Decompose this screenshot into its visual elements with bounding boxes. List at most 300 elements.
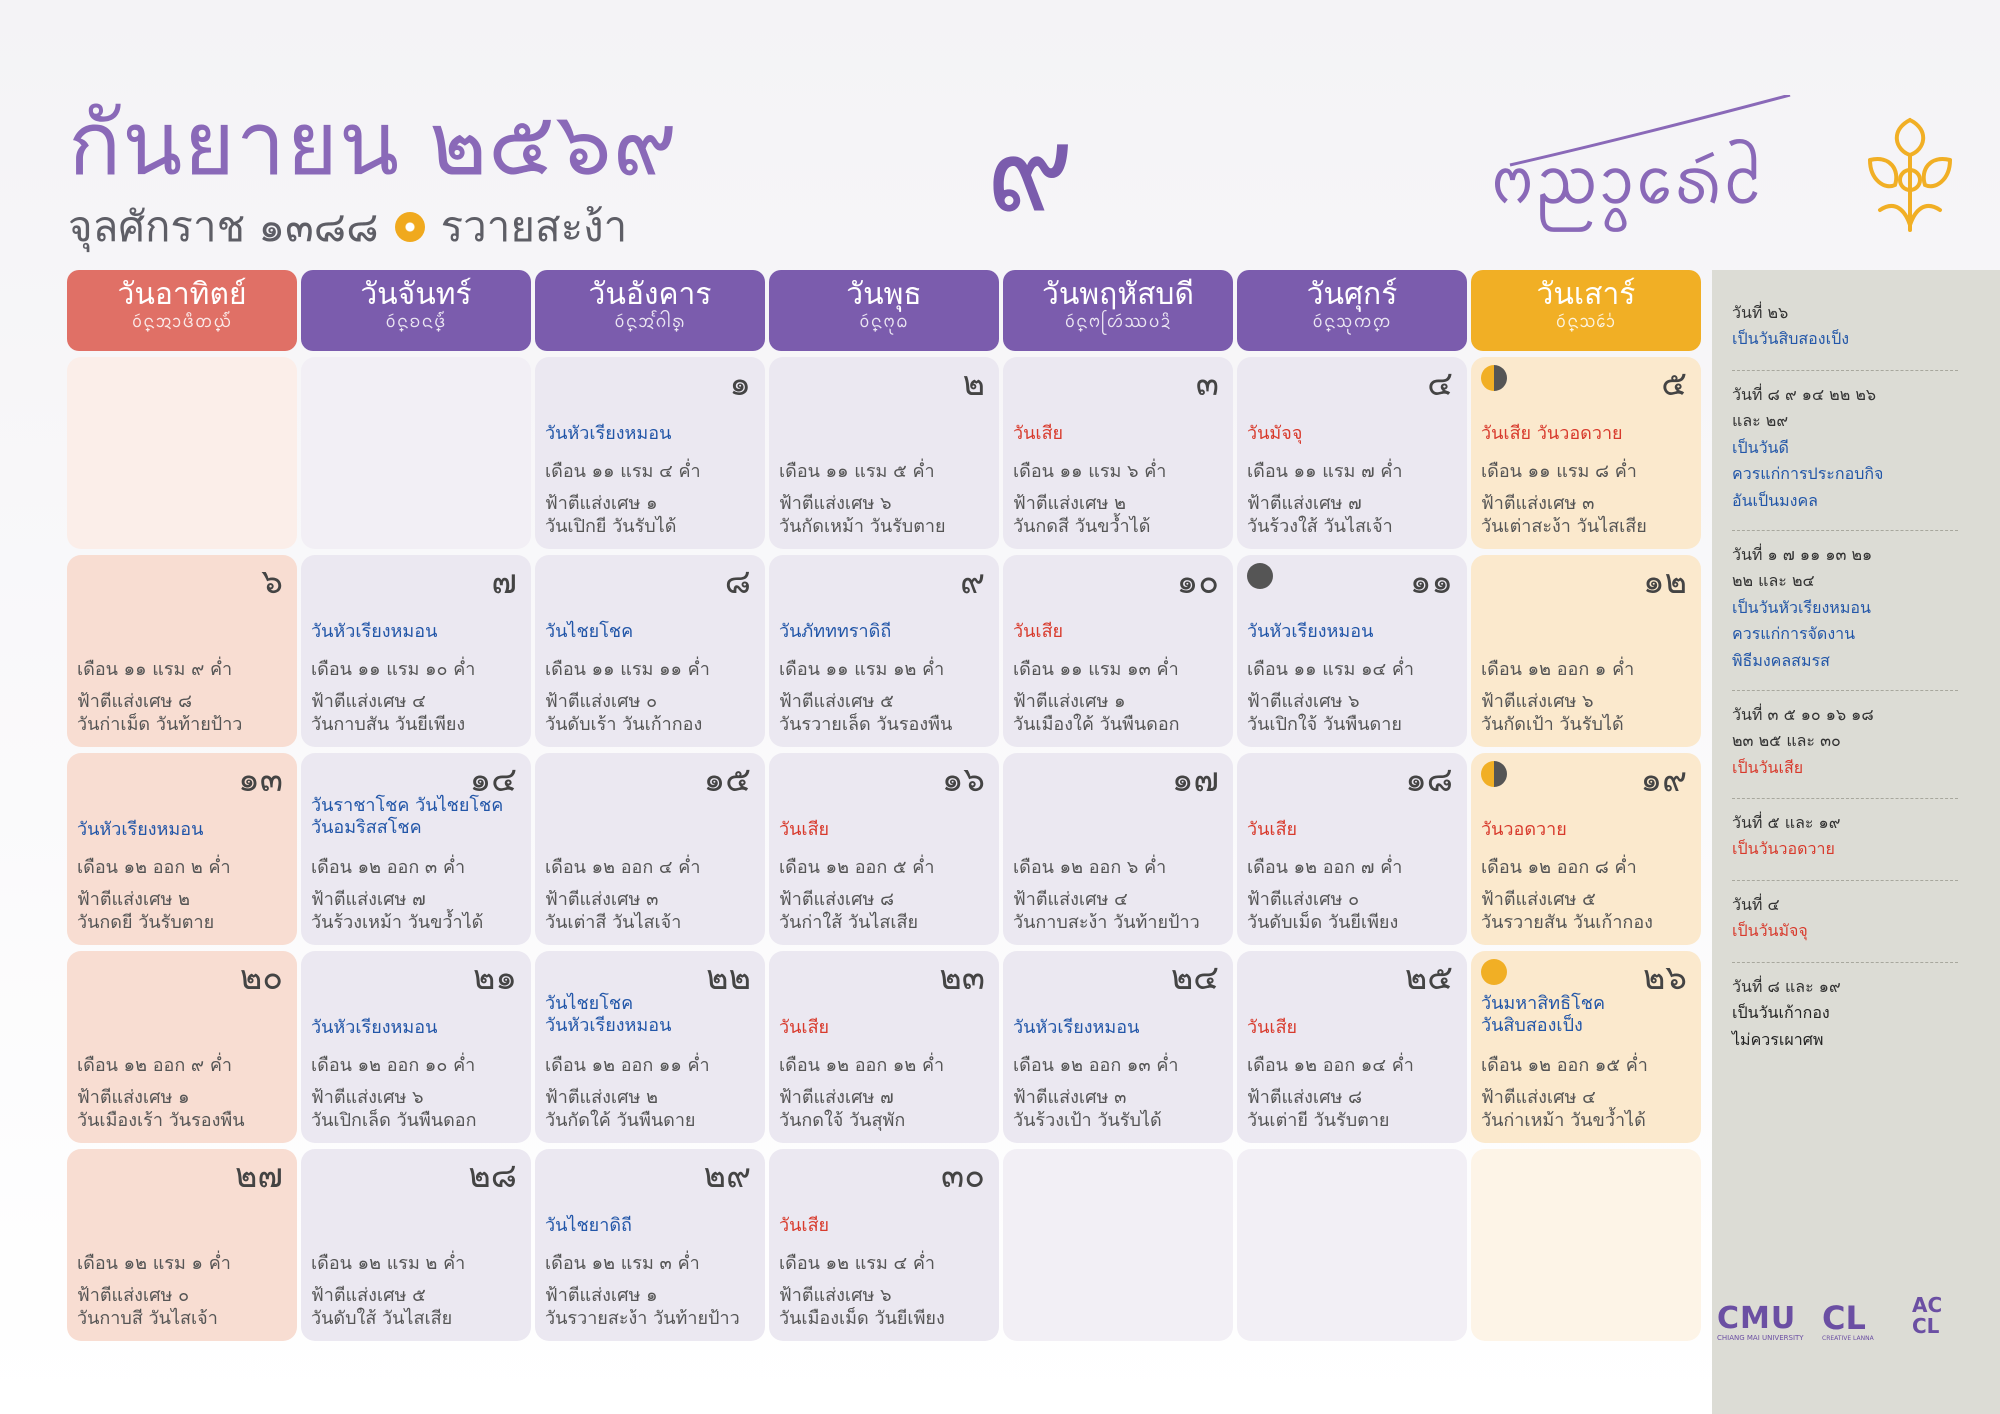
day-tag: วันหัวเรียงหมอน [1247, 621, 1374, 642]
day-number: ๒ [962, 364, 985, 404]
day-cell [535, 357, 765, 549]
empty-day-cell [1471, 1149, 1701, 1341]
day-detail-line: ฟ้าตีแส่งเศษ ๓ [545, 889, 659, 910]
day-tags [545, 423, 760, 445]
legend-note-text: ควรแก่การจัดงาน [1732, 624, 1856, 644]
day-tag: วันไชยาดิถี [545, 1215, 632, 1236]
lunar-date: เดือน ๑๑ แรม ๗ ค่ำ [1247, 461, 1403, 482]
cmu-logo: CMU CHIANG MAI UNIVERSITY [1717, 1301, 1804, 1342]
day-detail-line: ฟ้าตีแส่งเศษ ๖ [311, 1087, 424, 1108]
note-divider [1732, 880, 1958, 881]
day-details [779, 691, 952, 736]
day-details [1013, 691, 1180, 736]
legend-note-text: อันเป็นมงคล [1732, 490, 1818, 510]
day-tag: วันไชยโชค [545, 993, 634, 1014]
lunar-date: เดือน ๑๒ ออก ๘ ค่ำ [1481, 857, 1637, 878]
lunar-date: เดือน ๑๒ แรม ๔ ค่ำ [779, 1253, 936, 1274]
day-number: ๒๕ [1404, 958, 1453, 998]
day-detail-line: ฟ้าตีแส่งเศษ ๕ [779, 691, 894, 712]
lunar-date: เดือน ๑๑ แรม ๙ ค่ำ [77, 659, 233, 680]
day-tag: วันเสีย [1247, 819, 1298, 840]
legend-note [1732, 810, 1962, 863]
lunar-date: เดือน ๑๒ แรม ๑ ค่ำ [77, 1253, 231, 1274]
day-tags [77, 819, 292, 841]
lunar-date: เดือน ๑๑ แรม ๘ ค่ำ [1481, 461, 1637, 482]
day-detail-line: ฟ้าตีแส่งเศษ ๗ [311, 889, 426, 910]
day-cell [1237, 357, 1467, 549]
day-tags [1013, 621, 1228, 643]
day-number: ๒๒ [706, 958, 751, 998]
weekday-lanna-name: ᩅᩢ᩠ᨶᩋᩣᨴᩥᨲ᩠ᨿ᩼ [131, 312, 233, 332]
day-detail-line: ฟ้าตีแส่งเศษ ๑ [77, 1087, 190, 1108]
day-tags [311, 795, 526, 839]
day-number: ๔ [1427, 364, 1453, 404]
weekday-header-4 [1003, 270, 1233, 351]
lanna-month-name: ᨻᨬᩣ᩠ᩅᩁᩮᩢᩲ [1490, 145, 1763, 219]
day-details [545, 889, 681, 934]
day-detail-line: วันกาบสะง้า วันท้ายป้าว [1013, 911, 1200, 933]
day-details [1247, 691, 1402, 736]
moon-phase-quarter-icon [1481, 761, 1507, 787]
day-detail-line: ฟ้าตีแส่งเศษ ๔ [311, 691, 426, 712]
day-detail-line: วันเต่าสี วันไสเจ้า [545, 911, 682, 933]
lunar-date: เดือน ๑๑ แรม ๔ ค่ำ [545, 461, 701, 482]
day-cell [301, 1149, 531, 1341]
day-cell [769, 555, 999, 747]
day-tag: วันหัวเรียงหมอน [545, 1014, 672, 1036]
day-detail-line: ฟ้าตีแส่งเศษ ๕ [311, 1285, 426, 1306]
day-detail-line: ฟ้าตีแส่งเศษ ๔ [1481, 1087, 1596, 1108]
day-detail-line: ฟ้าตีแส่งเศษ ๐ [77, 1285, 190, 1306]
day-detail-line: ฟ้าตีแส่งเศษ ๔ [1013, 889, 1128, 910]
legend-note-text: พิธีมงคลสมรส [1732, 650, 1830, 670]
day-detail-line: ฟ้าตีแส่งเศษ ๖ [779, 1285, 892, 1306]
day-detail-line: วันเปิกเล็ด วันพืนดอก [311, 1109, 477, 1131]
empty-day-cell [1003, 1149, 1233, 1341]
day-tags [1247, 621, 1462, 643]
day-detail-line: วันรวายเล็ด วันรองพืน [779, 713, 953, 735]
day-number: ๒๗ [235, 1156, 283, 1196]
lunar-date: เดือน ๑๒ แรม ๒ ค่ำ [311, 1253, 466, 1274]
day-tags [1481, 819, 1696, 841]
day-cell [67, 555, 297, 747]
day-details [1481, 889, 1653, 934]
legend-note-text: เป็นวันมัจจุ [1732, 921, 1808, 941]
day-detail-line: วันเต่ายี วันรับตาย [1247, 1109, 1390, 1131]
weekday-header-0 [67, 270, 297, 351]
day-detail-line: ฟ้าตีแส่งเศษ ๘ [77, 691, 192, 712]
weekday-name: วันพฤหัสบดี [1042, 277, 1194, 312]
day-detail-line: ฟ้าตีแส่งเศษ ๐ [1247, 889, 1360, 910]
lunar-date: เดือน ๑๒ ออก ๑๔ ค่ำ [1247, 1055, 1414, 1076]
day-cell [1471, 357, 1701, 549]
day-tag: วันสิบสองเป็ง [1481, 1014, 1583, 1036]
day-detail-line: วันดับเร้า วันเก้ากอง [545, 713, 703, 735]
day-detail-line: วันเต่าสะง้า วันไสเสีย [1481, 515, 1647, 537]
day-detail-line: วันก่าใส้ วันไสเสีย [779, 911, 919, 933]
weekday-header-2 [535, 270, 765, 351]
lunar-date: เดือน ๑๒ ออก ๙ ค่ำ [77, 1055, 232, 1076]
day-detail-line: วันเปิกใจ้ วันพืนดาย [1247, 713, 1402, 735]
day-number: ๑ [729, 364, 751, 404]
month-number: ๙ [986, 100, 1074, 239]
note-divider [1732, 530, 1958, 531]
legend-note-dates: วันที่ ๔ [1732, 895, 1780, 914]
day-tag: วันหัวเรียงหมอน [1013, 1017, 1140, 1038]
day-detail-line: วันรวายสะง้า วันท้ายป้าว [545, 1307, 740, 1329]
day-detail-line: ฟ้าตีแส่งเศษ ๖ [1247, 691, 1360, 712]
day-detail-line: วันกดใจ้ วันสุพัก [779, 1109, 906, 1131]
day-tags [1247, 819, 1462, 841]
day-detail-line: ฟ้าตีแส่งเศษ ๗ [779, 1087, 894, 1108]
day-cell [1471, 753, 1701, 945]
day-tag: วันอมริสสโชค [311, 816, 422, 838]
day-cell [67, 1149, 297, 1341]
day-detail-line: ฟ้าตีแส่งเศษ ๑ [1013, 691, 1126, 712]
day-details [77, 1285, 218, 1330]
day-details [1247, 493, 1393, 538]
day-cell [769, 1149, 999, 1341]
flower-icon [395, 212, 425, 242]
day-cell [1471, 951, 1701, 1143]
day-details [545, 493, 676, 538]
legend-note-text: ควรแก่การประกอบกิจ [1732, 464, 1884, 484]
day-detail-line: วันร้วงเป้า วันรับได้ [1013, 1109, 1162, 1131]
legend-note [1732, 542, 1962, 674]
day-detail-line: วันรวายสัน วันเก้ากอง [1481, 911, 1653, 933]
day-detail-line: วันกัดใค้ วันพืนดาย [545, 1109, 696, 1131]
lunar-date: เดือน ๑๑ แรม ๕ ค่ำ [779, 461, 935, 482]
lunar-date: เดือน ๑๑ แรม ๑๓ ค่ำ [1013, 659, 1179, 680]
day-tag: วันมัจจุ [1247, 423, 1303, 444]
moon-phase-quarter-icon [1481, 365, 1507, 391]
day-detail-line: ฟ้าตีแส่งเศษ ๘ [779, 889, 894, 910]
lunar-date: เดือน ๑๒ ออก ๑๐ ค่ำ [311, 1055, 476, 1076]
day-number: ๒๑ [473, 958, 517, 998]
day-detail-line: วันเมืองใค้ วันพืนดอก [1013, 713, 1180, 735]
day-details [77, 889, 214, 934]
day-details [1013, 1087, 1162, 1132]
day-cell [769, 951, 999, 1143]
day-tag: วันเสีย [779, 1215, 830, 1236]
weekday-lanna-name: ᩅᩢ᩠ᨶᩈᩮᩢᩣ᩵ [1555, 312, 1617, 332]
day-cell [1237, 555, 1467, 747]
day-tag: วันเสีย [779, 819, 830, 840]
day-tag: วันเสีย [1247, 1017, 1298, 1038]
day-details [779, 493, 946, 538]
day-number: ๓๐ [941, 1156, 985, 1196]
weekday-header-1 [301, 270, 531, 351]
day-detail-line: วันเปิกยี วันรับได้ [545, 515, 677, 537]
weekday-name: วันจันทร์ [360, 277, 472, 312]
legend-note-text: เป็นวันดี [1732, 437, 1789, 457]
day-detail-line: ฟ้าตีแส่งเศษ ๑ [545, 493, 658, 514]
legend-note-dates: วันที่ ๘ และ ๑๙ [1732, 977, 1841, 996]
lunar-date: เดือน ๑๒ ออก ๓ ค่ำ [311, 857, 466, 878]
day-number: ๒๘ [468, 1156, 517, 1196]
lunar-date: เดือน ๑๒ ออก ๖ ค่ำ [1013, 857, 1167, 878]
day-details [779, 1285, 945, 1330]
lunar-date: เดือน ๑๑ แรม ๑๑ ค่ำ [545, 659, 710, 680]
day-tag: วันเสีย [1013, 423, 1064, 444]
day-tag: วันเสีย วันวอดวาย [1481, 423, 1623, 444]
day-cell [1237, 753, 1467, 945]
day-tags [545, 621, 760, 643]
empty-day-cell [67, 357, 297, 549]
day-detail-line: วันกดสี วันขว้ำได้ [1013, 515, 1151, 537]
day-number: ๑๗ [1171, 760, 1219, 800]
weekday-name: วันพุธ [846, 277, 922, 312]
day-cell [1003, 357, 1233, 549]
day-tag: วันมหาสิทธิโชค [1481, 993, 1606, 1014]
day-cell [1237, 951, 1467, 1143]
empty-day-cell [301, 357, 531, 549]
day-detail-line: ฟ้าตีแส่งเศษ ๑ [545, 1285, 658, 1306]
day-detail-line: วันกาบสัน วันยีเพียง [311, 713, 466, 735]
day-number: ๑๘ [1405, 760, 1453, 800]
lunar-date: เดือน ๑๑ แรม ๖ ค่ำ [1013, 461, 1167, 482]
lunar-date: เดือน ๑๑ แรม ๑๒ ค่ำ [779, 659, 945, 680]
year-name: รวายสะง้า [440, 202, 628, 251]
day-details [1247, 889, 1398, 934]
day-detail-line: ฟ้าตีแส่งเศษ ๐ [545, 691, 658, 712]
weekday-name: วันเสาร์ [1536, 277, 1636, 312]
lunar-date: เดือน ๑๒ ออก ๑๕ ค่ำ [1481, 1055, 1648, 1076]
day-tags [779, 819, 994, 841]
lanna-ornament-icon [1850, 110, 1970, 240]
accl-logo: AC CL [1912, 1293, 1943, 1338]
day-number: ๒๙ [703, 1156, 751, 1196]
day-cell [535, 1149, 765, 1341]
day-tag: วันหัวเรียงหมอน [545, 423, 672, 444]
day-tags [779, 1017, 994, 1039]
day-detail-line: ฟ้าตีแส่งเศษ ๕ [1481, 889, 1596, 910]
day-cell [535, 555, 765, 747]
day-cell [1003, 555, 1233, 747]
weekday-lanna-name: ᩅᩢ᩠ᨶᨻᩕᩉᩢᩔᨷᨯᩦ [1064, 312, 1172, 332]
weekday-header-5 [1237, 270, 1467, 351]
lunar-date: เดือน ๑๒ ออก ๑ ค่ำ [1481, 659, 1635, 680]
weekday-name: วันอังคาร [588, 277, 712, 312]
legend-note-dates: และ ๒๙ [1732, 411, 1789, 431]
lunar-date: เดือน ๑๒ ออก ๑๓ ค่ำ [1013, 1055, 1179, 1076]
day-number: ๒๓ [939, 958, 985, 998]
legend-note [1732, 892, 1962, 945]
lunar-date: เดือน ๑๒ ออก ๗ ค่ำ [1247, 857, 1403, 878]
weekday-name: วันศุกร์ [1306, 277, 1398, 312]
day-details [77, 691, 242, 736]
day-details [1013, 493, 1150, 538]
day-details [545, 1087, 695, 1132]
legend-note-dates: วันที่ ๑ ๗ ๑๑ ๑๓ ๒๑ [1732, 545, 1873, 564]
day-number: ๙ [960, 562, 985, 602]
day-details [1481, 1087, 1646, 1132]
day-number: ๑๖ [941, 760, 985, 800]
day-cell [769, 357, 999, 549]
day-detail-line: ฟ้าตีแส่งเศษ ๓ [1481, 493, 1595, 514]
legend-note-text: เป็นวันวอดวาย [1732, 839, 1835, 859]
day-tags [545, 993, 760, 1037]
day-detail-line: ฟ้าตีแส่งเศษ ๖ [1481, 691, 1594, 712]
day-tags [1013, 423, 1228, 445]
day-tags [779, 621, 994, 643]
month-year-title: กันยายน ๒๕๖๙ [68, 92, 679, 195]
day-cell [769, 753, 999, 945]
lunar-date: เดือน ๑๒ แรม ๓ ค่ำ [545, 1253, 700, 1274]
legend-note-dates: วันที่ ๓ ๕ ๑๐ ๑๖ ๑๘ [1732, 705, 1874, 724]
day-number: ๑๓ [238, 760, 283, 800]
day-details [545, 691, 702, 736]
day-cell [67, 753, 297, 945]
day-number: ๕ [1661, 364, 1687, 404]
day-detail-line: วันร้วงใส้ วันไสเจ้า [1247, 515, 1393, 537]
day-tags [1481, 993, 1696, 1037]
legend-note-dates: วันที่ ๒๖ [1732, 303, 1789, 322]
legend-note [1732, 382, 1962, 514]
day-details [77, 1087, 245, 1132]
day-detail-line: วันก่าเหม้า วันขว้ำได้ [1481, 1109, 1646, 1131]
day-number: ๓ [1195, 364, 1219, 404]
note-divider [1732, 370, 1958, 371]
weekday-header-6 [1471, 270, 1701, 351]
day-detail-line: วันกดยี วันรับตาย [77, 911, 215, 933]
calendar-header [0, 0, 2000, 270]
day-tag: วันวอดวาย [1481, 819, 1567, 840]
calendar-grid [67, 357, 1705, 1350]
day-cell [1003, 753, 1233, 945]
era-subtitle [68, 202, 628, 251]
day-tags [311, 1017, 526, 1039]
day-number: ๒๔ [1170, 958, 1219, 998]
day-detail-line: วันร้วงเหม้า วันขว้ำได้ [311, 911, 484, 933]
day-tags [545, 1215, 760, 1237]
footer-logos [1717, 1295, 1987, 1355]
day-tag: วันเสีย [779, 1017, 830, 1038]
note-divider [1732, 962, 1958, 963]
note-divider [1732, 690, 1958, 691]
day-cell [535, 951, 765, 1143]
day-detail-line: ฟ้าตีแส่งเศษ ๘ [1247, 1087, 1362, 1108]
day-tags [1013, 1017, 1228, 1039]
weekday-lanna-name: ᩅᩢ᩠ᨶᨧᨶ᩠ᨴ᩼ [385, 312, 447, 332]
day-cell [535, 753, 765, 945]
weekday-lanna-name: ᩅᩢ᩠ᨶᩋᩘᨣᩤ᩠ᩁ [614, 312, 686, 332]
day-cell [301, 951, 531, 1143]
day-detail-line: ฟ้าตีแส่งเศษ ๒ [77, 889, 190, 910]
lunar-date: เดือน ๑๑ แรม ๑๐ ค่ำ [311, 659, 476, 680]
day-cell [1471, 555, 1701, 747]
day-number: ๑๑ [1409, 562, 1453, 602]
legend-note-text: เป็นวันหัวเรียงหมอน [1732, 597, 1871, 617]
day-detail-line: วันก่าเม็ด วันท้ายป้าว [77, 713, 243, 735]
weekday-name: วันอาทิตย์ [117, 277, 247, 312]
day-detail-line: วันเมืองเม็ด วันยีเพียง [779, 1307, 945, 1329]
day-cell [1003, 951, 1233, 1143]
day-number: ๖ [261, 562, 283, 602]
legend-note-dates: ๒๓ ๒๕ และ ๓๐ [1732, 731, 1841, 751]
day-tags [311, 621, 526, 643]
day-tags [779, 1215, 994, 1237]
day-cell [67, 951, 297, 1143]
moon-phase-new-icon [1247, 563, 1273, 589]
day-tag: วันไชยโชค [545, 621, 634, 642]
day-tag: วันหัวเรียงหมอน [311, 1017, 438, 1038]
day-number: ๑๒ [1643, 562, 1687, 602]
day-tags [1247, 1017, 1462, 1039]
day-number: ๑๔ [469, 760, 517, 800]
day-number: ๗ [491, 562, 517, 602]
legend-note-dates: วันที่ ๕ และ ๑๙ [1732, 813, 1841, 832]
legend-note-text: เป็นวันเสีย [1732, 757, 1804, 777]
day-detail-line: วันกัดเป้า วันรับได้ [1481, 713, 1624, 735]
moon-phase-full-icon [1481, 959, 1507, 985]
day-details [779, 1087, 905, 1132]
day-details [311, 889, 483, 934]
weekday-lanna-name: ᩅᩢ᩠ᨶᨻᩩᨵ [859, 312, 909, 332]
legend-note-text: เป็นวันสิบสองเป็ง [1732, 329, 1850, 349]
lunar-date: เดือน ๑๑ แรม ๑๔ ค่ำ [1247, 659, 1415, 680]
day-details [311, 1285, 452, 1330]
legend-note [1732, 300, 1962, 353]
day-details [1247, 1087, 1389, 1132]
day-details [311, 691, 465, 736]
weekday-lanna-name: ᩅᩢ᩠ᨶᩈᩩᨠ᩠ᨠ [1312, 312, 1392, 332]
legend-note [1732, 702, 1962, 781]
day-detail-line: ฟ้าตีแส่งเศษ ๒ [545, 1087, 658, 1108]
lunar-date: เดือน ๑๒ ออก ๑๒ ค่ำ [779, 1055, 945, 1076]
day-number: ๑๙ [1640, 760, 1687, 800]
legend-note-dates: วันที่ ๘ ๙ ๑๔ ๒๒ ๒๖ [1732, 385, 1877, 404]
day-tag: วันเสีย [1013, 621, 1064, 642]
day-number: ๒๖ [1643, 958, 1687, 998]
day-number: ๑๐ [1176, 562, 1219, 602]
era-label: จุลศักราช ๑๓๘๘ [68, 202, 379, 251]
day-details [1481, 493, 1647, 538]
day-detail-line: ฟ้าตีแส่งเศษ ๓ [1013, 1087, 1127, 1108]
day-tags [1247, 423, 1462, 445]
day-tag: วันราชาโชค วันไชยโชค [311, 795, 504, 816]
day-details [1013, 889, 1200, 934]
day-details [311, 1087, 476, 1132]
empty-day-cell [1237, 1149, 1467, 1341]
note-divider [1732, 798, 1958, 799]
legend-sidebar [1712, 270, 2000, 1414]
day-detail-line: วันดับใส้ วันไสเสีย [311, 1307, 453, 1329]
day-details [545, 1285, 740, 1330]
day-number: ๑๕ [703, 760, 751, 800]
day-detail-line: วันกาบสี วันไสเจ้า [77, 1307, 218, 1329]
day-detail-line: วันดับเม็ด วันยีเพียง [1247, 911, 1399, 933]
legend-note-text: เป็นวันเก้ากอง [1732, 1003, 1830, 1023]
day-detail-line: ฟ้าตีแส่งเศษ ๖ [779, 493, 892, 514]
day-tag: วันหัวเรียงหมอน [311, 621, 438, 642]
day-number: ๒๐ [239, 958, 283, 998]
day-details [1481, 691, 1624, 736]
day-detail-line: วันเมืองเร้า วันรองพืน [77, 1109, 245, 1131]
creative-lanna-logo: CL CREATIVE LANNA [1822, 1299, 1874, 1342]
day-details [779, 889, 918, 934]
lunar-date: เดือน ๑๒ ออก ๒ ค่ำ [77, 857, 231, 878]
legend-note-dates: ๒๒ และ ๒๔ [1732, 571, 1815, 591]
lunar-date: เดือน ๑๒ ออก ๑๑ ค่ำ [545, 1055, 710, 1076]
day-detail-line: ฟ้าตีแส่งเศษ ๗ [1247, 493, 1362, 514]
day-detail-line: ฟ้าตีแส่งเศษ ๒ [1013, 493, 1126, 514]
day-number: ๘ [724, 562, 751, 602]
lunar-date: เดือน ๑๒ ออก ๕ ค่ำ [779, 857, 935, 878]
day-cell [301, 555, 531, 747]
day-cell [301, 753, 531, 945]
weekday-header-3 [769, 270, 999, 351]
